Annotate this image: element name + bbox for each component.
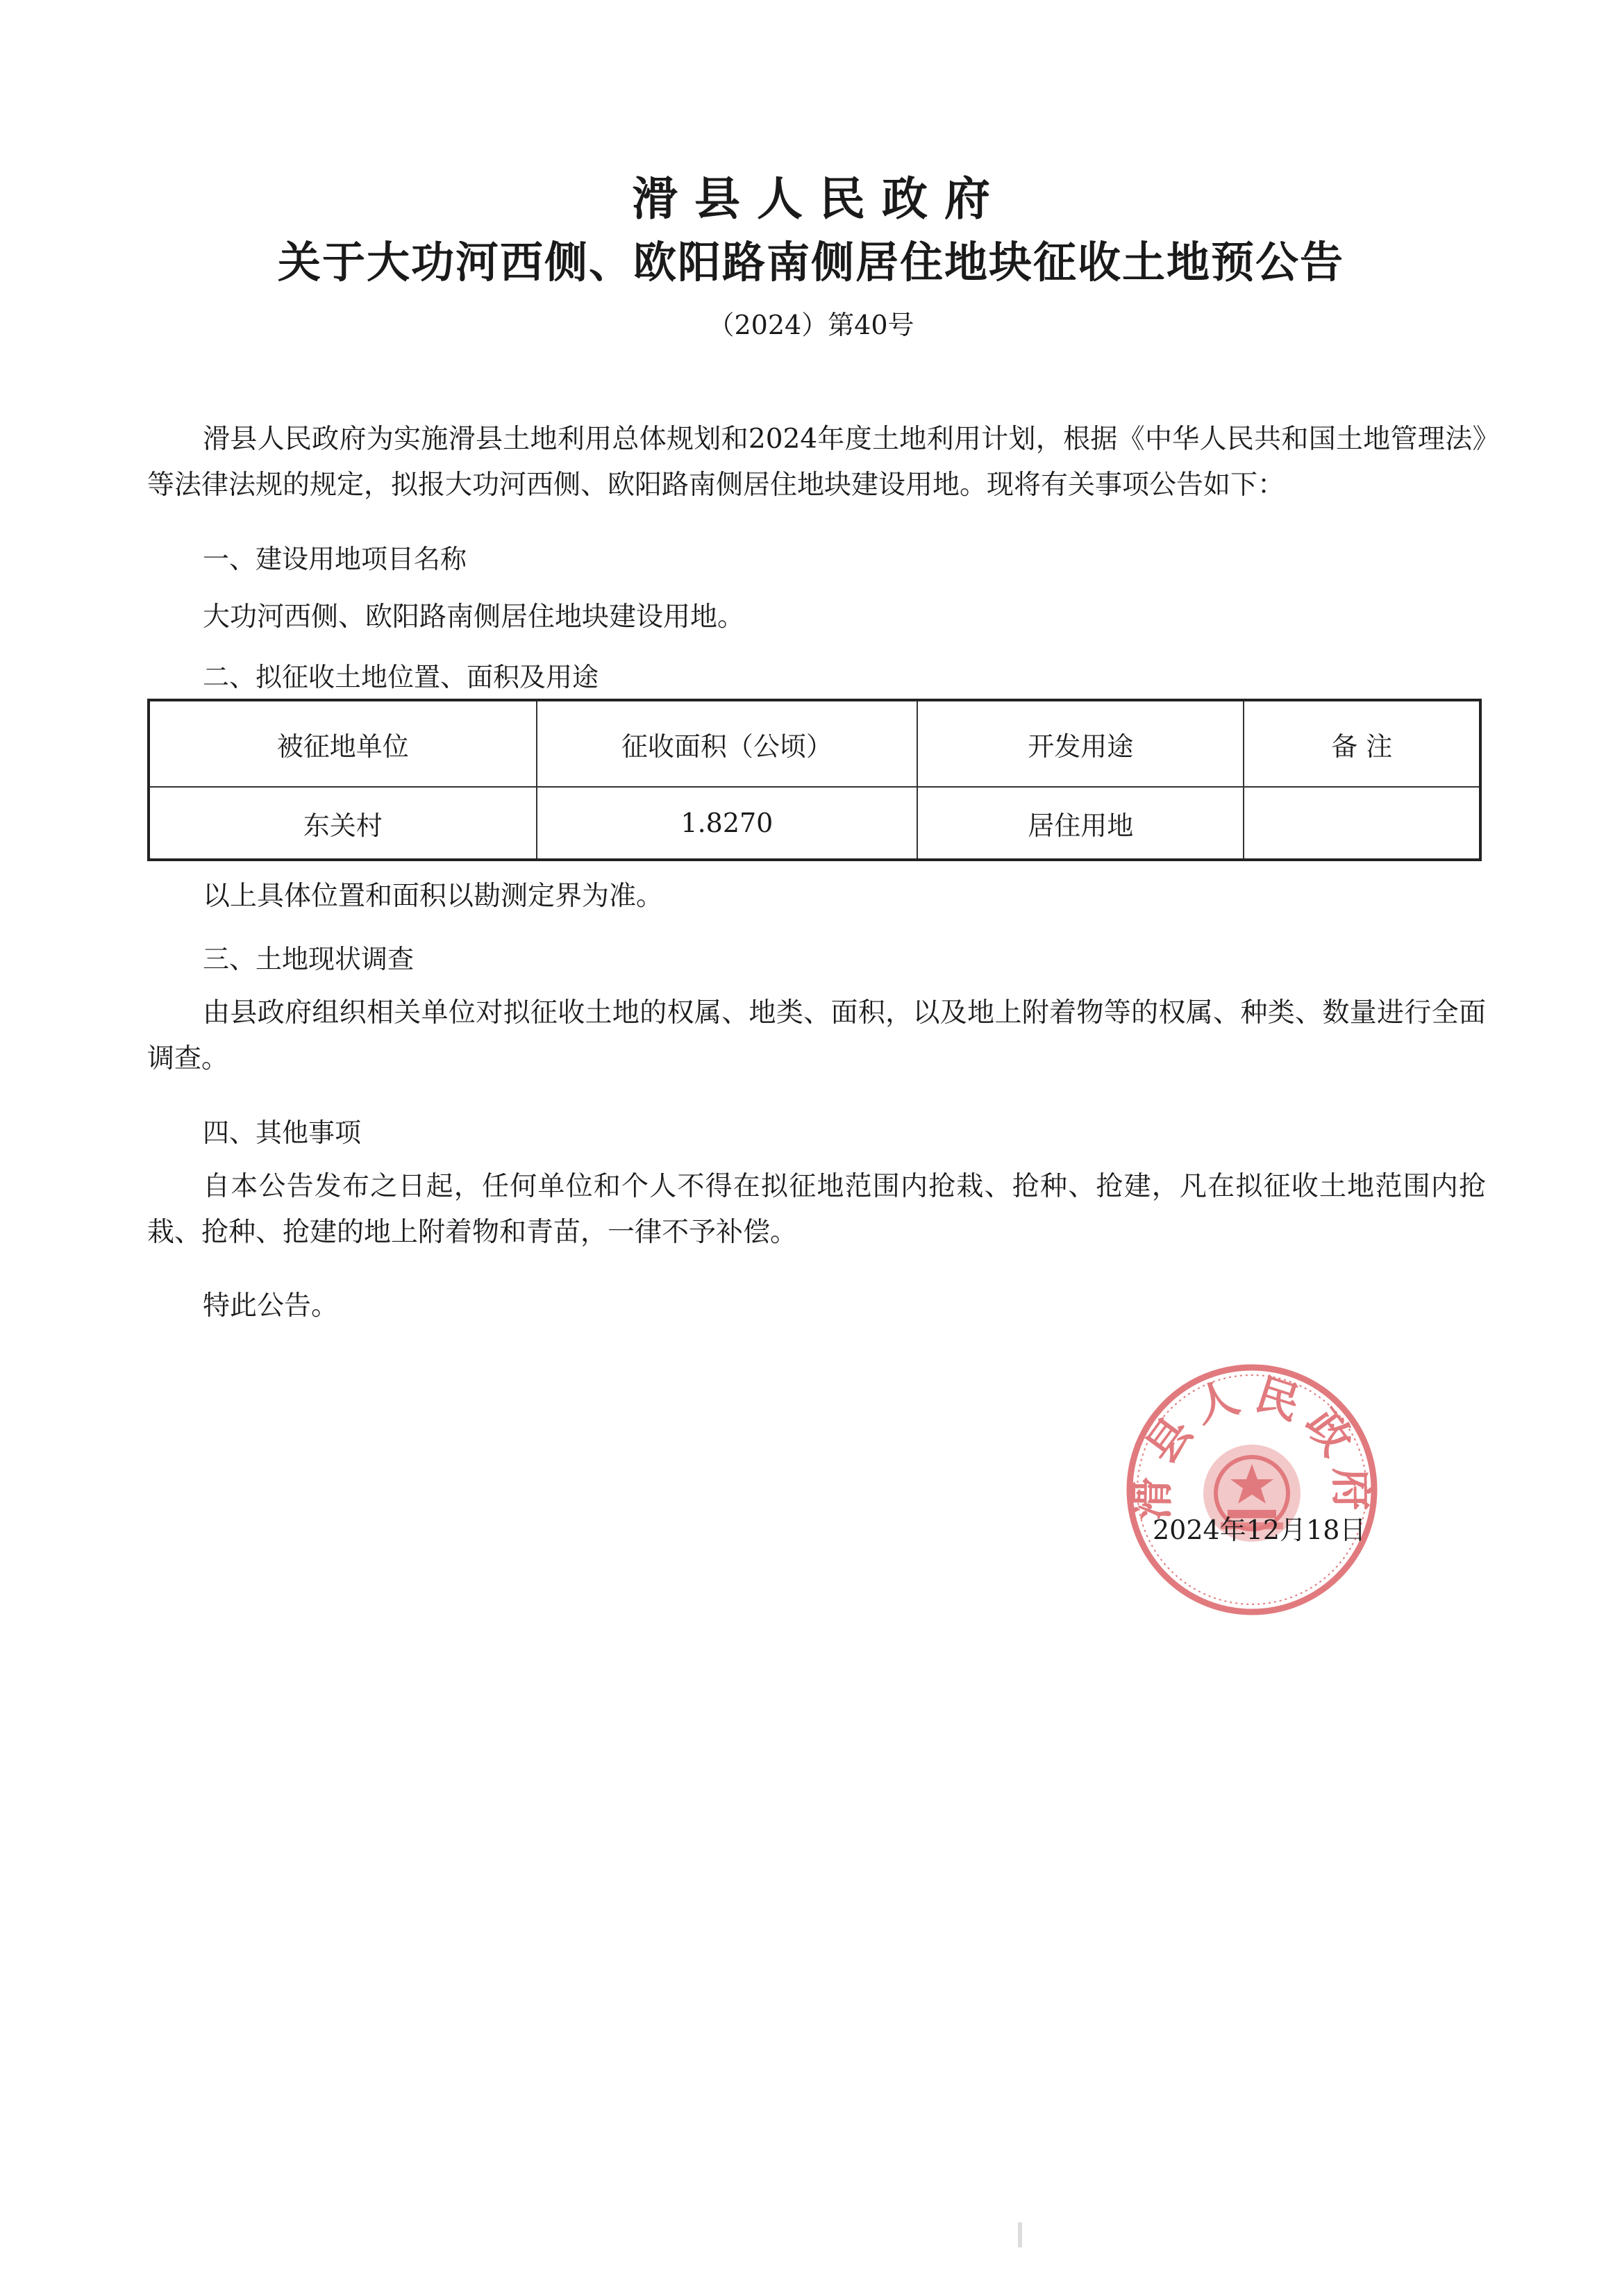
header-remark: 备 注 xyxy=(1244,700,1480,787)
closing-text: 特此公告。 xyxy=(203,1290,339,1322)
section-4-heading: 四、其他事项 xyxy=(203,1117,362,1148)
table-header-row xyxy=(149,700,1480,787)
section-1-text: 大功河西侧、欧阳路南侧居住地块建设用地。 xyxy=(203,601,745,633)
section-4-text: 自本公告发布之日起，任何单位和个人不得在拟征地范围内抢栽、抢种、抢建，凡在拟征收土地范围内抢栽、抢种、抢建的地上附着物和青苗，一律不予补偿。 xyxy=(147,1171,1486,1248)
cell-remark xyxy=(1244,787,1480,860)
section-3-text: 由县政府组织相关单位对拟征收土地的权属、地类、面积，以及地上附着物等的权属、种类、数量进行全面调查。 xyxy=(147,997,1486,1074)
cell-use: 居住用地 xyxy=(917,787,1244,860)
issuer-title: 滑县人民政府 xyxy=(632,172,1007,226)
table-row xyxy=(149,787,1480,860)
svg-text:滑县人民政府: 滑县人民政府 xyxy=(1126,1368,1378,1521)
land-table xyxy=(147,699,1482,861)
section-2-heading: 二、拟征收土地位置、面积及用途 xyxy=(203,662,599,692)
intro-paragraph: 滑县人民政府为实施滑县土地利用总体规划和2024年度土地利用计划，根据《中华人民共和国土地管理法》等法律法规的规定，拟报大功河西侧、欧阳路南侧居住地块建设用地。现将有关事项公告如下： xyxy=(147,424,1486,501)
notice-title: 关于大功河西侧、欧阳路南侧居住地块征收土地预公告 xyxy=(277,237,1344,288)
signing-date: 2024年12月18日 xyxy=(1153,1515,1366,1545)
header-area: 征收面积（公顷） xyxy=(537,700,918,787)
document-number: （2024）第40号 xyxy=(708,310,914,340)
header-use: 开发用途 xyxy=(917,700,1244,787)
cell-unit: 东关村 xyxy=(149,787,537,860)
scan-mark xyxy=(1018,2222,1022,2247)
official-seal-icon xyxy=(1123,1361,1380,1618)
section-2-note: 以上具体位置和面积以勘测定界为准。 xyxy=(203,881,664,912)
section-1-heading: 一、建设用地项目名称 xyxy=(203,544,467,574)
cell-area: 1.8270 xyxy=(537,787,918,860)
section-3-heading: 三、土地现状调查 xyxy=(203,944,415,974)
header-unit: 被征地单位 xyxy=(149,700,537,787)
